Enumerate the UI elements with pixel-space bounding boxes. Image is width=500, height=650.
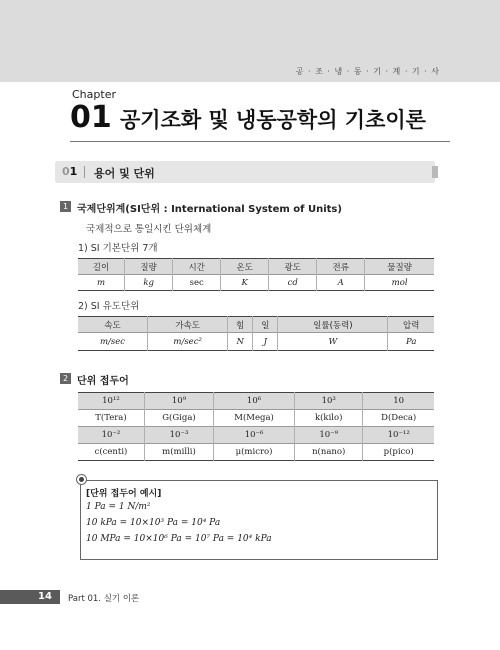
table-cell: c(centi) [94,447,128,457]
table-cell: A [317,275,365,291]
table-header-cell: 일 [253,317,278,333]
table-cell: cd [269,275,317,291]
table-header-cell: 10⁶ [214,393,295,410]
table-header-cell: 온도 [221,259,269,275]
subsection-number: 2 [60,373,71,384]
list-item: 2) SI 유도단위 [78,301,140,312]
table-header-cell: 질량 [125,259,173,275]
table-cell: mol [365,275,434,291]
table-cell: kg [125,275,173,291]
section-accent [432,166,438,178]
page-number: 14 [38,591,52,602]
table-cell: M(Mega) [214,410,295,427]
table-cell: sec [173,275,221,291]
paragraph: 국제적으로 통일시킨 단위체계 [86,224,212,235]
table-header-row [78,317,434,333]
table-header-row [78,259,434,275]
example-title: [단위 접두어 예시] [86,489,162,499]
chapter-number: 01 [70,100,112,135]
table-header-row [78,427,434,444]
table-cell: μ(micro) [214,444,295,461]
section-title: 용어 및 단위 [94,167,155,180]
footer-text: Part 01. 실기 이론 [68,594,140,604]
si-base-units-table [78,258,434,291]
table-header-cell: 전류 [317,259,365,275]
subsection-title: 국제단위계(SI단위 : International System of Units) [77,204,342,215]
table-cell: k(kilo) [295,410,363,427]
table-header-cell: 가속도 [148,317,228,333]
unit-prefix-table [78,392,434,461]
table-header-cell: 10³ [295,393,363,410]
table-row [78,444,434,461]
bullet-icon [76,474,87,485]
table-header-cell: 10⁻¹² [363,427,434,444]
table-header-cell: 10⁻² [78,427,144,444]
table-header-cell: 일률(동력) [278,317,388,333]
table-header-cell: 10¹² [78,393,144,410]
table-header-cell: 길이 [78,259,125,275]
table-header-cell: 10⁹ [144,393,213,410]
table-header-row [78,393,434,410]
table-cell: J [253,333,278,351]
table-header-cell: 압력 [388,317,434,333]
table-cell: m/sec² [148,333,228,351]
table-cell: n(nano) [295,444,363,461]
table-cell: p(pico) [363,444,434,461]
example-line: 10 MPa = 10×10⁶ Pa = 10⁷ Pa = 10⁴ kPa [86,534,272,544]
table-header-cell: 10 [363,393,434,410]
si-derived-units-table [78,316,434,351]
example-line: 10 kPa = 10×10³ Pa = 10⁴ Pa [86,518,221,528]
subsection-title: 단위 접두어 [77,376,129,387]
table-row [78,333,434,351]
table-header-cell: 광도 [269,259,317,275]
table-cell: D(Deca) [363,410,434,427]
section-number-prefix: 0 [62,165,70,178]
table-cell: G(Giga) [144,410,213,427]
subsection-number: 1 [60,201,71,212]
table-row [78,275,434,291]
table-header-cell: 힘 [228,317,253,333]
table-cell: m [97,277,106,288]
table-header-cell: 물질량 [365,259,434,275]
running-head: 공 · 조 · 냉 · 동 · 기 · 계 · 기 · 사 [295,67,440,76]
table-cell: Pa [388,333,434,351]
table-cell: m/sec [99,336,126,347]
table-header-cell: 10⁻⁹ [295,427,363,444]
section-separator [84,166,85,178]
chapter-divider [70,141,450,142]
table-header-cell: 10⁻³ [144,427,213,444]
section-number-digit: 1 [69,165,78,178]
example-line: 1 Pa = 1 N/m² [86,502,151,512]
table-cell: W [278,333,388,351]
list-item: 1) SI 기본단위 7개 [78,243,158,254]
table-row [78,410,434,427]
chapter-label: Chapter [72,88,116,101]
chapter-title: 공기조화 및 냉동공학의 기초이론 [120,108,426,132]
table-header-cell: 속도 [78,317,148,333]
table-header-cell: 10⁻⁶ [214,427,295,444]
table-cell: K [221,275,269,291]
section-number [62,165,77,178]
table-cell: N [228,333,253,351]
table-header-cell: 시간 [173,259,221,275]
table-cell: m(milli) [144,444,213,461]
table-cell: T(Tera) [95,413,127,423]
